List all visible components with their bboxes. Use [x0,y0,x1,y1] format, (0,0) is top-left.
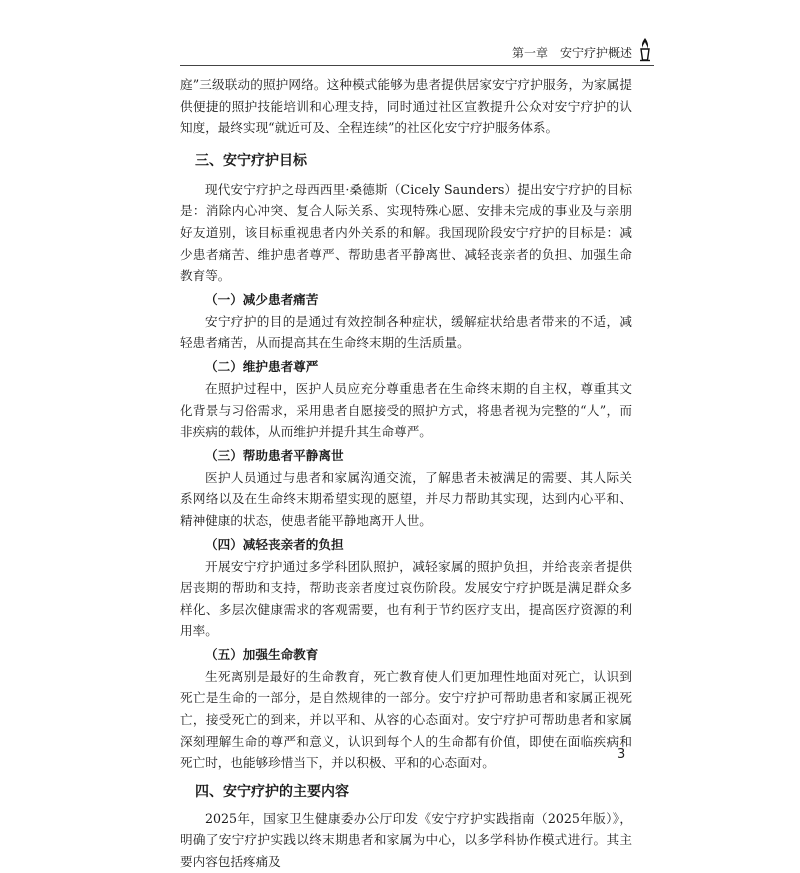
subsection-3-heading: （三）帮助患者平静离世 [205,447,344,463]
header-rule [180,65,654,66]
chapter-title: 第一章 安宁疗护概述 [511,46,632,60]
page-number: 3 [617,747,626,762]
section-3-heading: 三、安宁疗护目标 [195,152,307,169]
torch-candle-icon [636,36,654,62]
subsection-5-text: 生死离别是最好的生命教育，死亡教育使人们更加理性地面对死亡，认识到死亡是生命的一部分，是自然规律的一部分。安宁疗护可帮助患者和家属正视死亡，接受死亡的到来，并以平和、从容的心态面对。安宁疗护可帮助患者和家属深刻理解生命的尊严和意义，认识到每个人的生命都有价值，即使在面临疾病和死亡时，也能够珍惜当下，并以积极、平和的心态面对。 [180,668,632,771]
intro-paragraph: 庭”三级联动的照护网络。这种模式能够为患者提供居家安宁疗护服务，为家属提供便捷的照护技能培训和心理支持，同时通过社区宣教提升公众对安宁疗护的认知度，最终实现“就近可及、全程连续”的社区化安宁疗护服务体系。 [180,77,632,136]
subsection-4-text: 开展安宁疗护通过多学科团队照护，减轻家属的照护负担，并给丧亲者提供居丧期的帮助和支持，帮助丧亲者度过哀伤阶段。发展安宁疗护既是满足群众多样化、多层次健康需求的客观需要，也有利于节约医疗支出，提高医疗资源的利用率。 [180,558,632,639]
page-body [180,74,632,873]
running-head [180,38,654,66]
subsection-1-heading: （一）减少患者痛苦 [205,291,319,307]
section-4-paragraph: 2025年，国家卫生健康委办公厅印发《安宁疗护实践指南（2025年版）》，明确了安宁疗护实践以终末期患者和家属为中心，以多学科协作模式进行。其主要内容包括疼痛及 [180,810,632,870]
subsection-5-heading: （五）加强生命教育 [205,646,319,662]
subsection-2-heading: （二）维护患者尊严 [205,358,319,374]
subsection-1-text: 安宁疗护的目的是通过有效控制各种症状，缓解症状给患者带来的不适，减轻患者痛苦，从而提高其在生命终末期的生活质量。 [180,313,632,351]
subsection-4-heading: （四）减轻丧亲者的负担 [205,536,344,552]
section-3-paragraph: 现代安宁疗护之母西西里·桑德斯（Cicely Saunders）提出安宁疗护的目标是：消除内心冲突、复合人际关系、实现特殊心愿、安排未完成的事业及与亲朋好友道别，该目标重视患者内外关系的和解。我国现阶段安宁疗护的目标是：减少患者痛苦、维护患者尊严、帮助患者平静离世、减轻丧亲者的负担、加强生命教育等。 [180,181,632,284]
section-4-heading: 四、安宁疗护的主要内容 [195,783,349,800]
subsection-2-text: 在照护过程中，医护人员应充分尊重患者在生命终末期的自主权，尊重其文化背景与习俗需求，采用患者自愿接受的照护方式，将患者视为完整的“人”，而非疾病的载体，从而维护并提升其生命尊严。 [180,380,632,440]
subsection-3-text: 医护人员通过与患者和家属沟通交流，了解患者未被满足的需要、其人际关系网络以及在生命终末期希望实现的愿望，并尽力帮助其实现，达到内心平和、精神健康的状态，使患者能平静地离开人世。 [180,469,632,528]
